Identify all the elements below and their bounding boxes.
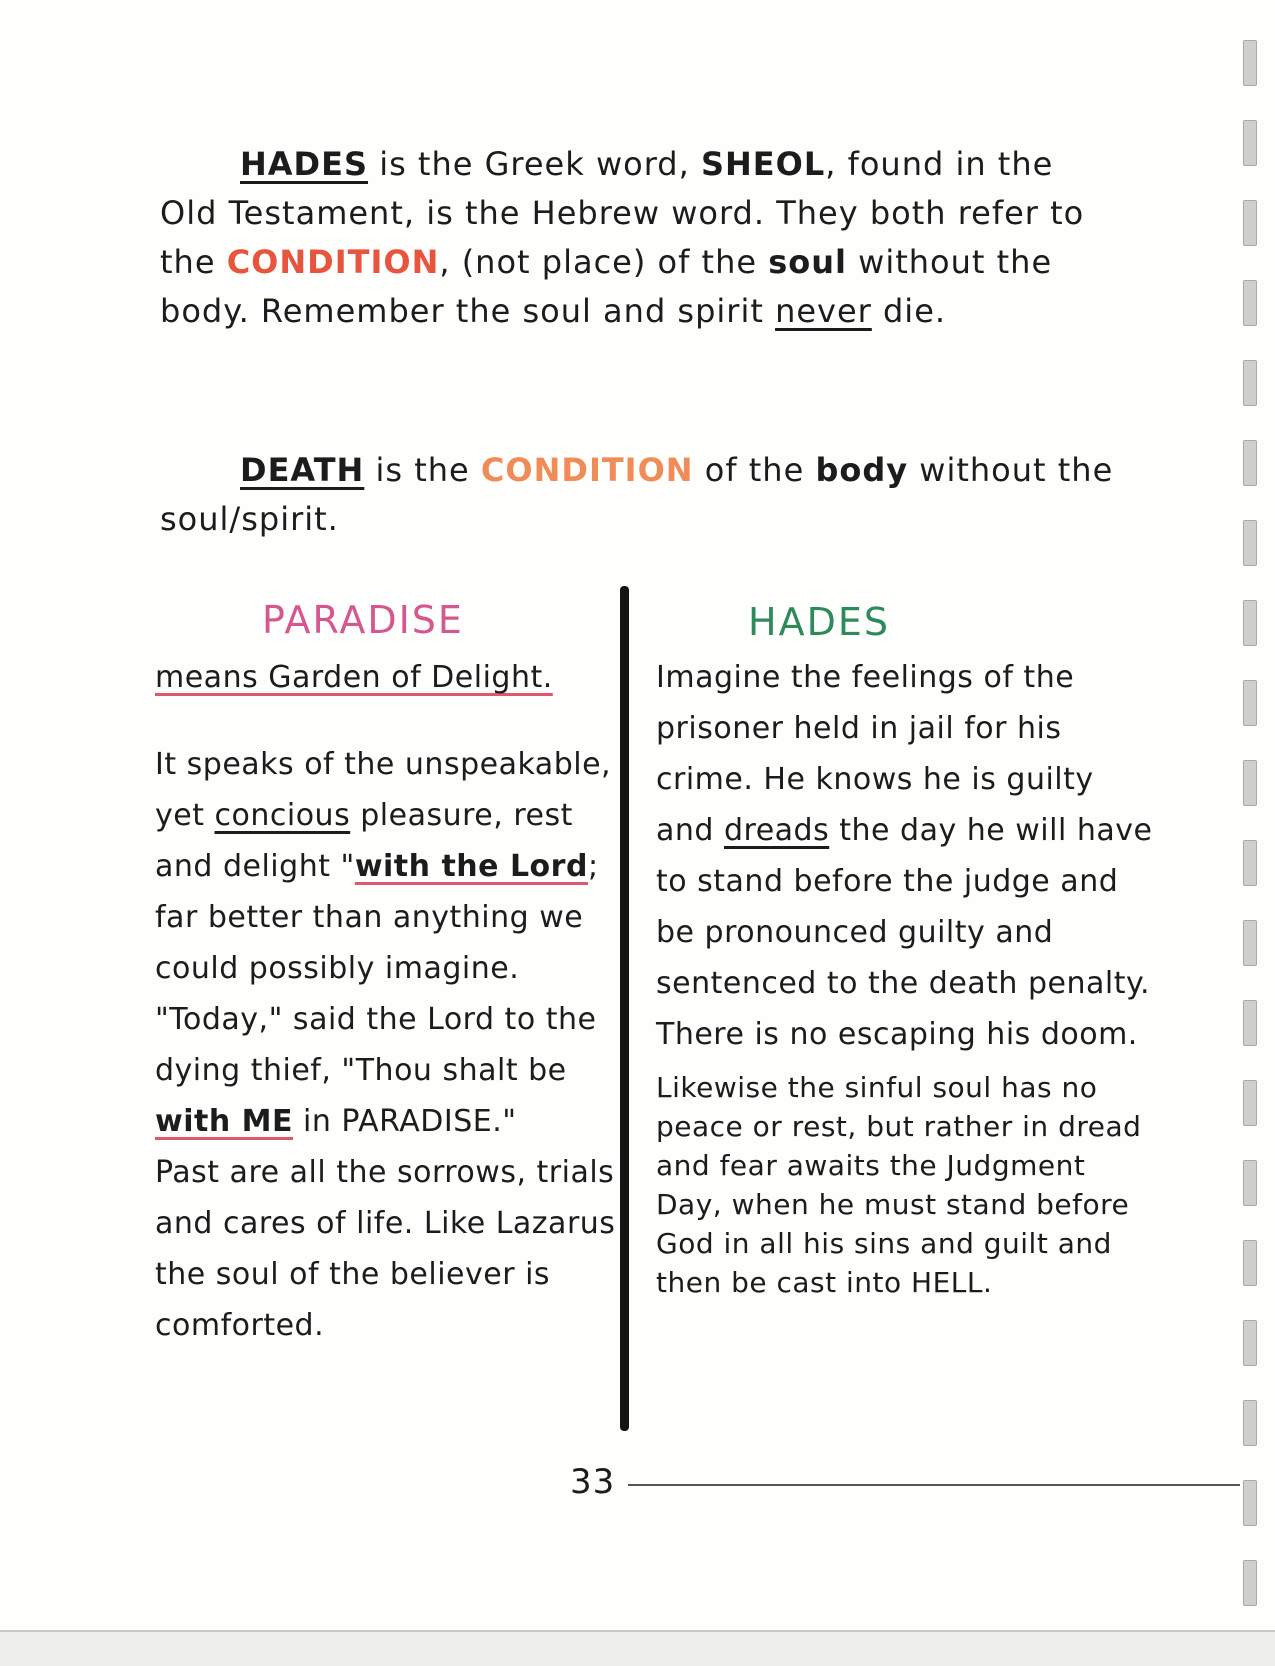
binding-tab [1243,600,1257,646]
column-divider [620,586,629,1431]
paradise-column: means Garden of Delight. It speaks of the unspeakable, yet concious pleasure, rest and delight "with the Lord; far better than anything we could possibly imagine. "Today," said the Lord to the dying thief, "Thou shalt be with ME in PARADISE." Past are all the sorrows, trials and cares of life. Like Lazarus the soul of the believer is comforted. [155,652,617,1351]
binding-tab [1243,360,1257,406]
hades-sheol-paragraph: HADES is the Greek word, SHEOL, found in the Old Testament, is the Hebrew word. They both refer to the CONDITION, (not place) of the soul without the body. Remember the soul and spirit never die. [160,145,1085,330]
page-number: 33 [570,1462,616,1502]
binding-tab [1243,1560,1257,1606]
concious-term: concious [214,798,351,833]
binding-tab [1243,120,1257,166]
binding-tab [1243,200,1257,246]
spiral-binding [1243,30,1263,1610]
binding-tab [1243,760,1257,806]
sheol-term: SHEOL [700,145,826,183]
binding-tab [1243,1240,1257,1286]
soul-term: soul [768,243,847,281]
binding-tab [1243,1000,1257,1046]
with-me-term: with ME [155,1104,293,1139]
hades-term: HADES [240,145,369,183]
binding-tab [1243,680,1257,726]
dreads-term: dreads [723,813,830,848]
never-term: never [775,292,872,330]
binding-tab [1243,840,1257,886]
binding-tab [1243,280,1257,326]
binding-tab [1243,1080,1257,1126]
binding-tab [1243,1320,1257,1366]
spacer [155,703,617,739]
binding-tab [1243,1400,1257,1446]
binding-tab [1243,40,1257,86]
footer-rule [628,1484,1240,1486]
binding-tab [1243,1480,1257,1526]
binding-tab [1243,1160,1257,1206]
binding-tab [1243,440,1257,486]
paradise-meaning: means Garden of Delight. [155,660,553,695]
hades-column: Imagine the feelings of the prisoner held in jail for his crime. He knows he is guilty and dreads the day he will have to stand before the judge and be pronounced guilty and sentenced to the death penalty. There is no escaping his doom. Likewise the sinful soul has no peace or rest, but rather in dread and fear awaits the Judgment Day, when he must stand before God in all his sins and guilt and then be cast into HELL. [656,652,1156,1302]
condition-term: CONDITION [226,243,440,281]
binding-tab [1243,520,1257,566]
binding-tab [1243,920,1257,966]
with-the-lord-term: with the Lord [354,849,588,884]
hades-closing: Likewise the sinful soul has no peace or rest, but rather in dread and fear awaits the Judgment Day, when he must stand before God in all his sins and guilt and then be cast into HELL. [656,1071,1142,1299]
death-term: DEATH [240,451,365,489]
paradise-heading: PARADISE [262,598,464,642]
condition-term-orange: CONDITION [480,451,694,489]
paradise-closing: Past are all the sorrows, trials and cares of life. Like Lazarus the soul of the believer is comforted. [155,1155,616,1343]
body-term: body [815,451,909,489]
hades-heading: HADES [748,600,890,644]
page-bottom-edge [0,1630,1275,1666]
death-paragraph: DEATH is the CONDITION of the body without the soul/spirit. [160,451,1114,538]
